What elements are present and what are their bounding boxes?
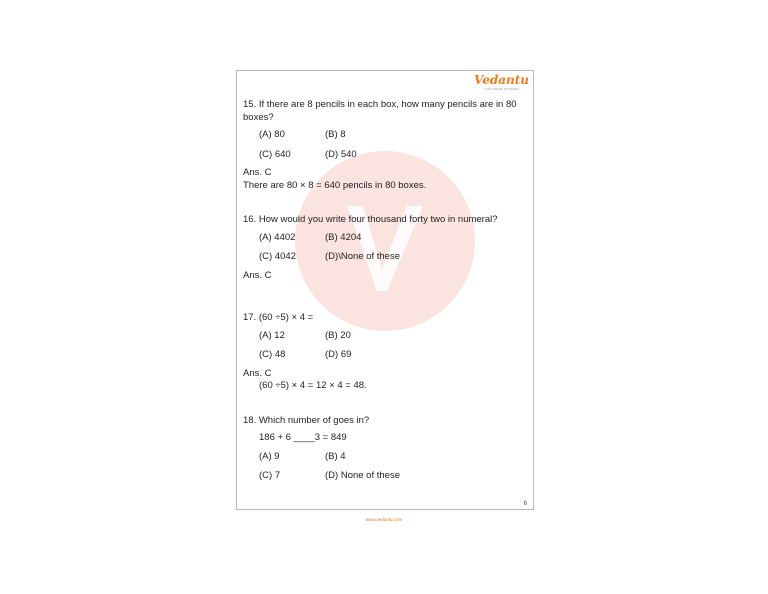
- option-c: (C) 4042: [259, 251, 296, 262]
- question-15: [243, 99, 527, 192]
- question-text: 16. How would you write four thousand forty two in numeral?: [243, 214, 498, 225]
- question-text: 18. Which number of goes in?: [243, 414, 370, 426]
- options-list: [259, 330, 527, 362]
- questions-content: [243, 99, 527, 489]
- solution-text: (60 ÷5) × 4 = 12 × 4 = 48.: [259, 380, 367, 391]
- logo-text: Vedantu: [473, 73, 529, 87]
- option-c: (C) 7: [259, 470, 281, 481]
- question-text: 15. If there are 8 pencils in each box, how many pencils are in 80 boxes?: [243, 99, 517, 123]
- answer-text: Ans. C: [243, 367, 272, 379]
- options-list: [259, 232, 527, 264]
- page-number: 6: [523, 501, 527, 507]
- option-a: (A) 4402: [259, 231, 296, 243]
- option-d: (D) 540: [325, 148, 357, 160]
- option-b: (B) 20: [325, 329, 351, 341]
- option-a: (A) 9: [259, 450, 280, 462]
- answer-text: Ans. C: [243, 269, 272, 281]
- document-page: [236, 70, 534, 510]
- option-c: (C) 640: [259, 148, 291, 160]
- question-16: [243, 214, 527, 282]
- option-d: (D) None of these: [325, 470, 400, 481]
- option-b: (B) 4204: [325, 231, 362, 243]
- option-a: (A) 12: [259, 329, 285, 341]
- question-18: [243, 415, 527, 483]
- options-list: [259, 451, 527, 483]
- logo-tagline: LIVE ONLINE TUTORING: [484, 87, 519, 91]
- option-c: (C) 48: [259, 349, 286, 360]
- option-d: (D) 69: [325, 349, 352, 360]
- answer-text: Ans. C: [243, 167, 272, 178]
- question-text: 17. (60 ÷5) × 4 =: [243, 312, 314, 323]
- option-b: (B) 8: [325, 129, 346, 140]
- options-list: [259, 129, 527, 161]
- question-17: [243, 312, 527, 393]
- option-b: (B) 4: [325, 450, 346, 462]
- question-expression: 186 + 6 ____3 = 849: [259, 432, 347, 443]
- vedantu-logo: [474, 74, 529, 91]
- option-d: (D)\None of these: [325, 251, 400, 262]
- solution-text: There are 80 × 8 = 640 pencils in 80 boxes.: [243, 179, 427, 191]
- option-a: (A) 80: [259, 129, 285, 140]
- footer-url[interactable]: www.vedantu.com: [365, 517, 403, 522]
